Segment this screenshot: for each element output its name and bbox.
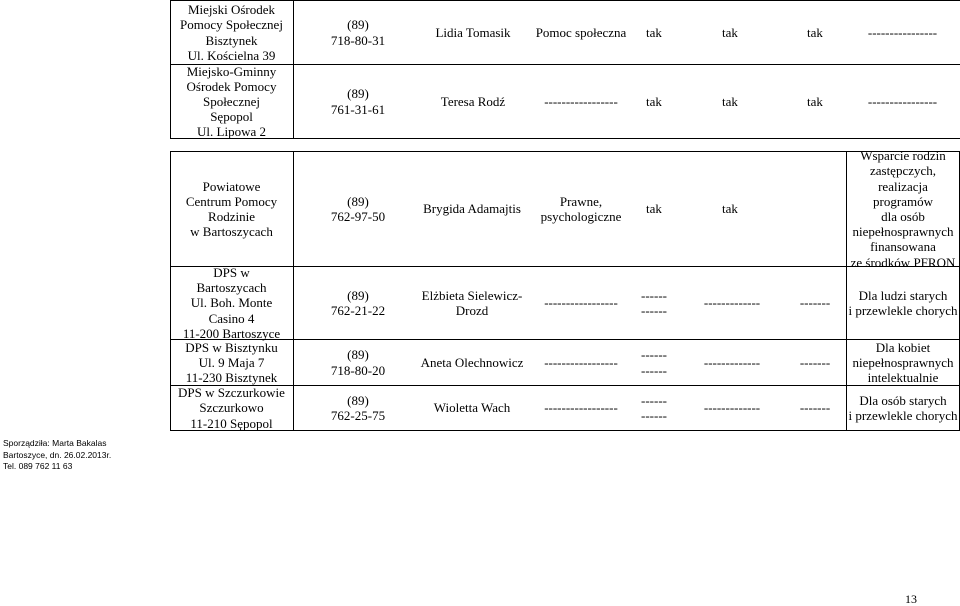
notes-cell: ---------------- bbox=[867, 93, 938, 109]
status-cell: ------- bbox=[799, 295, 831, 311]
notes-cell: Dla ludzi starych i przewlekle chorych bbox=[848, 287, 958, 318]
person-cell: Teresa Rodź bbox=[440, 93, 506, 109]
institution-name: Bartoszycach bbox=[196, 280, 267, 296]
notes-cell: Wsparcie rodzin zastępczych, realizacja programów dla osób niepełnosprawnych finansowana ze środków PFRON bbox=[850, 148, 956, 270]
institution-city: w Bartoszycach bbox=[190, 224, 273, 240]
status-cell: tak bbox=[722, 201, 738, 217]
institution-address: Szczurkowo bbox=[199, 400, 264, 416]
phone-cell: (89) 718-80-20 bbox=[330, 347, 386, 378]
table-row bbox=[170, 152, 293, 266]
status-cell: tak bbox=[646, 201, 662, 217]
institution-name: Powiatowe bbox=[202, 178, 261, 194]
author-line: Sporządziła: Marta Bakalas bbox=[3, 438, 107, 448]
person-cell: Lidia Tomasik bbox=[435, 24, 511, 40]
notes-cell: ---------------- bbox=[867, 24, 938, 40]
status-cell bbox=[785, 152, 845, 266]
phone-cell: (89) 761-31-61 bbox=[330, 86, 386, 117]
institution-name: Pomocy Społecznej bbox=[180, 17, 283, 33]
table-border-bottom bbox=[170, 138, 960, 139]
status-cell: tak bbox=[807, 93, 823, 109]
table-row bbox=[170, 1, 293, 64]
status-cell: tak bbox=[646, 24, 662, 40]
institution-city: 11-230 Bisztynek bbox=[185, 370, 278, 386]
phone-cell: (89) 762-97-50 bbox=[330, 193, 386, 224]
notes-cell: Dla kobiet niepełnosprawnych intelektualnie bbox=[852, 339, 954, 386]
counseling-cell: ----------------- bbox=[544, 354, 618, 370]
institution-address: Ul. Kościelna 39 bbox=[187, 47, 276, 63]
institution-city: Bisztynek bbox=[205, 32, 258, 48]
table-row bbox=[170, 340, 293, 385]
footer-note bbox=[3, 438, 111, 473]
institution-address: Ul. 9 Maja 7 bbox=[198, 354, 265, 370]
institution-name: Centrum Pomocy bbox=[185, 193, 278, 209]
institution-address: Casino 4 bbox=[208, 310, 255, 326]
table-row bbox=[170, 386, 293, 430]
status-cell: tak bbox=[646, 93, 662, 109]
table-row bbox=[170, 267, 293, 339]
phone-cell: (89) 762-25-75 bbox=[330, 392, 386, 423]
date-line: Bartoszyce, dn. 26.02.2013r. bbox=[3, 449, 112, 460]
counseling-cell: ----------------- bbox=[544, 400, 618, 416]
person-cell: Brygida Adamajtis bbox=[423, 201, 521, 217]
institution-address: Ul. Boh. Monte bbox=[190, 295, 273, 311]
table-row bbox=[170, 65, 293, 138]
counseling-cell: ----------------- bbox=[544, 93, 618, 109]
notes-cell: Dla osób starych i przewlekle chorych bbox=[848, 392, 958, 423]
institution-address: Ul. Lipowa 2 bbox=[197, 124, 266, 140]
status-cell: ------------- bbox=[703, 354, 761, 370]
phone-cell: (89) 762-21-22 bbox=[330, 287, 386, 318]
institution-name: DPS w Bisztynku bbox=[185, 339, 278, 355]
person-cell: Wioletta Wach bbox=[433, 400, 511, 416]
institution-city: 11-210 Sępopol bbox=[190, 415, 273, 431]
page-number: 13 bbox=[905, 592, 917, 606]
institution-city: Sępopol bbox=[210, 109, 253, 125]
counseling-cell: ----------------- bbox=[544, 295, 618, 311]
status-cell: ------ ------ bbox=[641, 347, 667, 378]
person-cell: Elżbieta Sielewicz- Drozd bbox=[421, 287, 523, 318]
institution-name: Ośrodek Pomocy bbox=[186, 78, 277, 94]
institution-name: Miejski Ośrodek bbox=[187, 2, 276, 18]
table-border-bottom bbox=[170, 430, 960, 431]
institution-name: Miejsko-Gminny bbox=[186, 63, 277, 79]
person-cell: Aneta Olechnowicz bbox=[420, 354, 524, 370]
status-cell: ------ ------ bbox=[641, 287, 667, 318]
counseling-cell: Prawne, psychologiczne bbox=[540, 193, 622, 224]
institution-name: Rodzinie bbox=[208, 209, 255, 224]
status-cell: ------ ------ bbox=[641, 392, 667, 423]
status-cell: ------- bbox=[799, 400, 831, 416]
status-cell: tak bbox=[722, 93, 738, 109]
status-cell: tak bbox=[722, 24, 738, 40]
status-cell: ------- bbox=[799, 354, 831, 370]
status-cell: tak bbox=[807, 24, 823, 40]
status-cell: ------------- bbox=[703, 400, 761, 416]
counseling-cell: Pomoc społeczna bbox=[535, 24, 627, 40]
institution-name: DPS w Szczurkowie bbox=[178, 385, 285, 401]
status-cell: ------------- bbox=[703, 295, 761, 311]
institution-city: 11-200 Bartoszyce bbox=[182, 325, 281, 341]
phone-cell: (89) 718-80-31 bbox=[330, 17, 386, 48]
institution-name: Społecznej bbox=[202, 93, 261, 109]
phone-line: Tel. 089 762 11 63 bbox=[3, 461, 73, 471]
institution-name: DPS w bbox=[213, 265, 250, 280]
